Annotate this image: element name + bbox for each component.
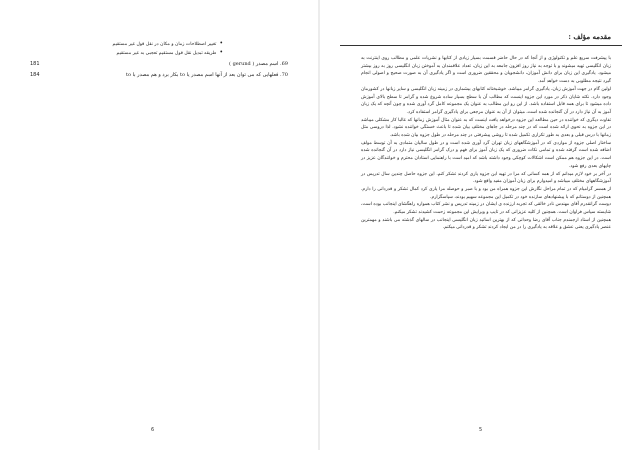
paragraph: در آخر بر خود لازم میدانم که از همه کسانی که مرا در تهیه این جزوه یاری کردند تشکر کنم. این جزوه حاصل چندین سال تدریس در آموزشگاههای مختلف میباشد و امیدوارم برای زبان آموزان مفید واقع شود.	[361, 171, 611, 185]
paragraph: همچنین از استاد ارجمندم جناب آقای رضا وحدانی که از بهترین اساتید زبان انگلیسی اینجانب در سالهای گذشته می باشند و مهمترین عنصر یادگیری یعنی عشق و علاقه به یادگیری را در من ایجاد کردند تشکر و قدردانی میکنم.	[361, 217, 611, 231]
paragraph: از همسر گرامیام که در تمام مراحل نگارش این جزوه همراه من بود و با صبر و حوصله مرا یاری کرد کمال تشکر و قدردانی را دارم. همچنین از دوستانم که با پیشنهادهای سازنده خود در تکمیل این مجموعه سهیم بودند، سپاسگزارم.	[361, 186, 611, 200]
paragraph: ساختار اصلی جزوه از مواردی که در آموزشگاههای زبان تهران گرد آوری شده است و در طول سالیان متمادی به آن توسط مولف اضافه شده است گرفته شده و تمامی نکات ضروری که یک زبان آموز برای فهم و درک گرامر انگلیسی نیاز دارد در آن گنجانده شده است. در این جزوه هم ممکن است اشکالات کوچکی وجود داشته باشد که امید است با راهنمایی استادان محترم و خوانندگان عزیز در چاپهای بعدی رفع شود.	[361, 140, 611, 169]
toc-entry-title: 69. اسم مصدر ( gerund )	[229, 61, 288, 67]
body-text	[361, 55, 611, 232]
page-number: 6	[151, 427, 155, 433]
toc-entry-page: 184	[30, 72, 40, 78]
toc-bullet: • تغییر اصطلاحات زمان و مکان در نقل قول غیر مستقیم	[43, 40, 223, 49]
title-divider	[340, 45, 622, 46]
toc-entry-title: 70. فعلهایی که می توان بعد از آنها اسم مصدر یا to بکار برد و هم مصدر با to	[126, 72, 288, 78]
paragraph: اولین گام در جهت آموزش زبان، یادگیری گرامر میباشد. خوشبختانه کتابهای بیشماری در زمینه زبان انگلیسی و سایر زبانها در کشورمان وجود دارد. نکته شایان ذکر در مورد این جزوه اینست که مطالب آن با سطح بسیار ساده شروع شده و گرامر تا سطح بالای آموزش داده میشود تا برای همه قابل استفاده باشد. از این رو این مطالب به عنوان یک مجموعه کامل گرد آوری شده و چون آنچه که یک زبان آموز به آن نیاز دارد در آن گنجانده شده است، میتوان از آن به عنوان مرجعی برای یادگیری گرامر استفاده کرد.	[361, 86, 611, 115]
toc-bullet-list	[43, 40, 223, 58]
paragraph: تفاوت دیگری که خواننده در حین مطالعه این جزوه درخواهد یافت اینست که به عنوان مثال آموزش زمانها که غالبا کار مشکلی میباشد در این جزوه به نحوی ارائه شده است که در چند مرحله در جاهای مختلف بیان شده تا باعث خستگی خواننده نشود. لذا دروسی مثل زمانها با درس قبلی و بعدی به طور تکراری تکمیل شده تا روشی پیشرفتی در چند مرحله در طول جزوه بیان شده باشد.	[361, 117, 611, 139]
toc-entry	[30, 60, 288, 69]
right-page	[320, 0, 638, 450]
toc-entry-page: 181	[30, 61, 40, 67]
left-page	[0, 0, 318, 450]
paragraph: با پیشرفت سریع علم و تکنولوژی و از آنجا که در حال حاضر قسمت بسیار زیادی از کتابها و نشریات علمی و مطالب روی اینترنت به زبان انگلیسی تهیه میشوند و با توجه به نیاز روز افزون جامعه به این زبان، تعداد علاقمندان به آموختن زبان انگلیسی روز به روز بیشتر میشود. یادگیری این زبان برای دانش آموزان، دانشجویان و محققین ضروری است و اگر یادگیری آن به صورت صحیح و اصولی انجام گیرد نتیجه مطلوبی به دست خواهد آمد.	[361, 56, 611, 85]
page-number: 5	[479, 427, 483, 433]
toc-entry	[30, 71, 288, 80]
toc-bullet: • طریقه تبدیل نقل قول مستقیم تعجبی به غیر مستقیم	[43, 49, 223, 58]
page-title: مقدمه مؤلف :	[568, 32, 611, 41]
paragraph: دوست گرانقدرم آقای مهندس نادر خالقی که تجربه ارزنده ی ایشان در زمینه تدریس و نشر کتاب همواره راهگشای اینجانب بوده است، شایسته سپاس فراوان است. همچنین از کلیه عزیزانی که در تایپ و ویرایش این مجموعه زحمت کشیدند تشکر میکنم.	[361, 202, 611, 216]
